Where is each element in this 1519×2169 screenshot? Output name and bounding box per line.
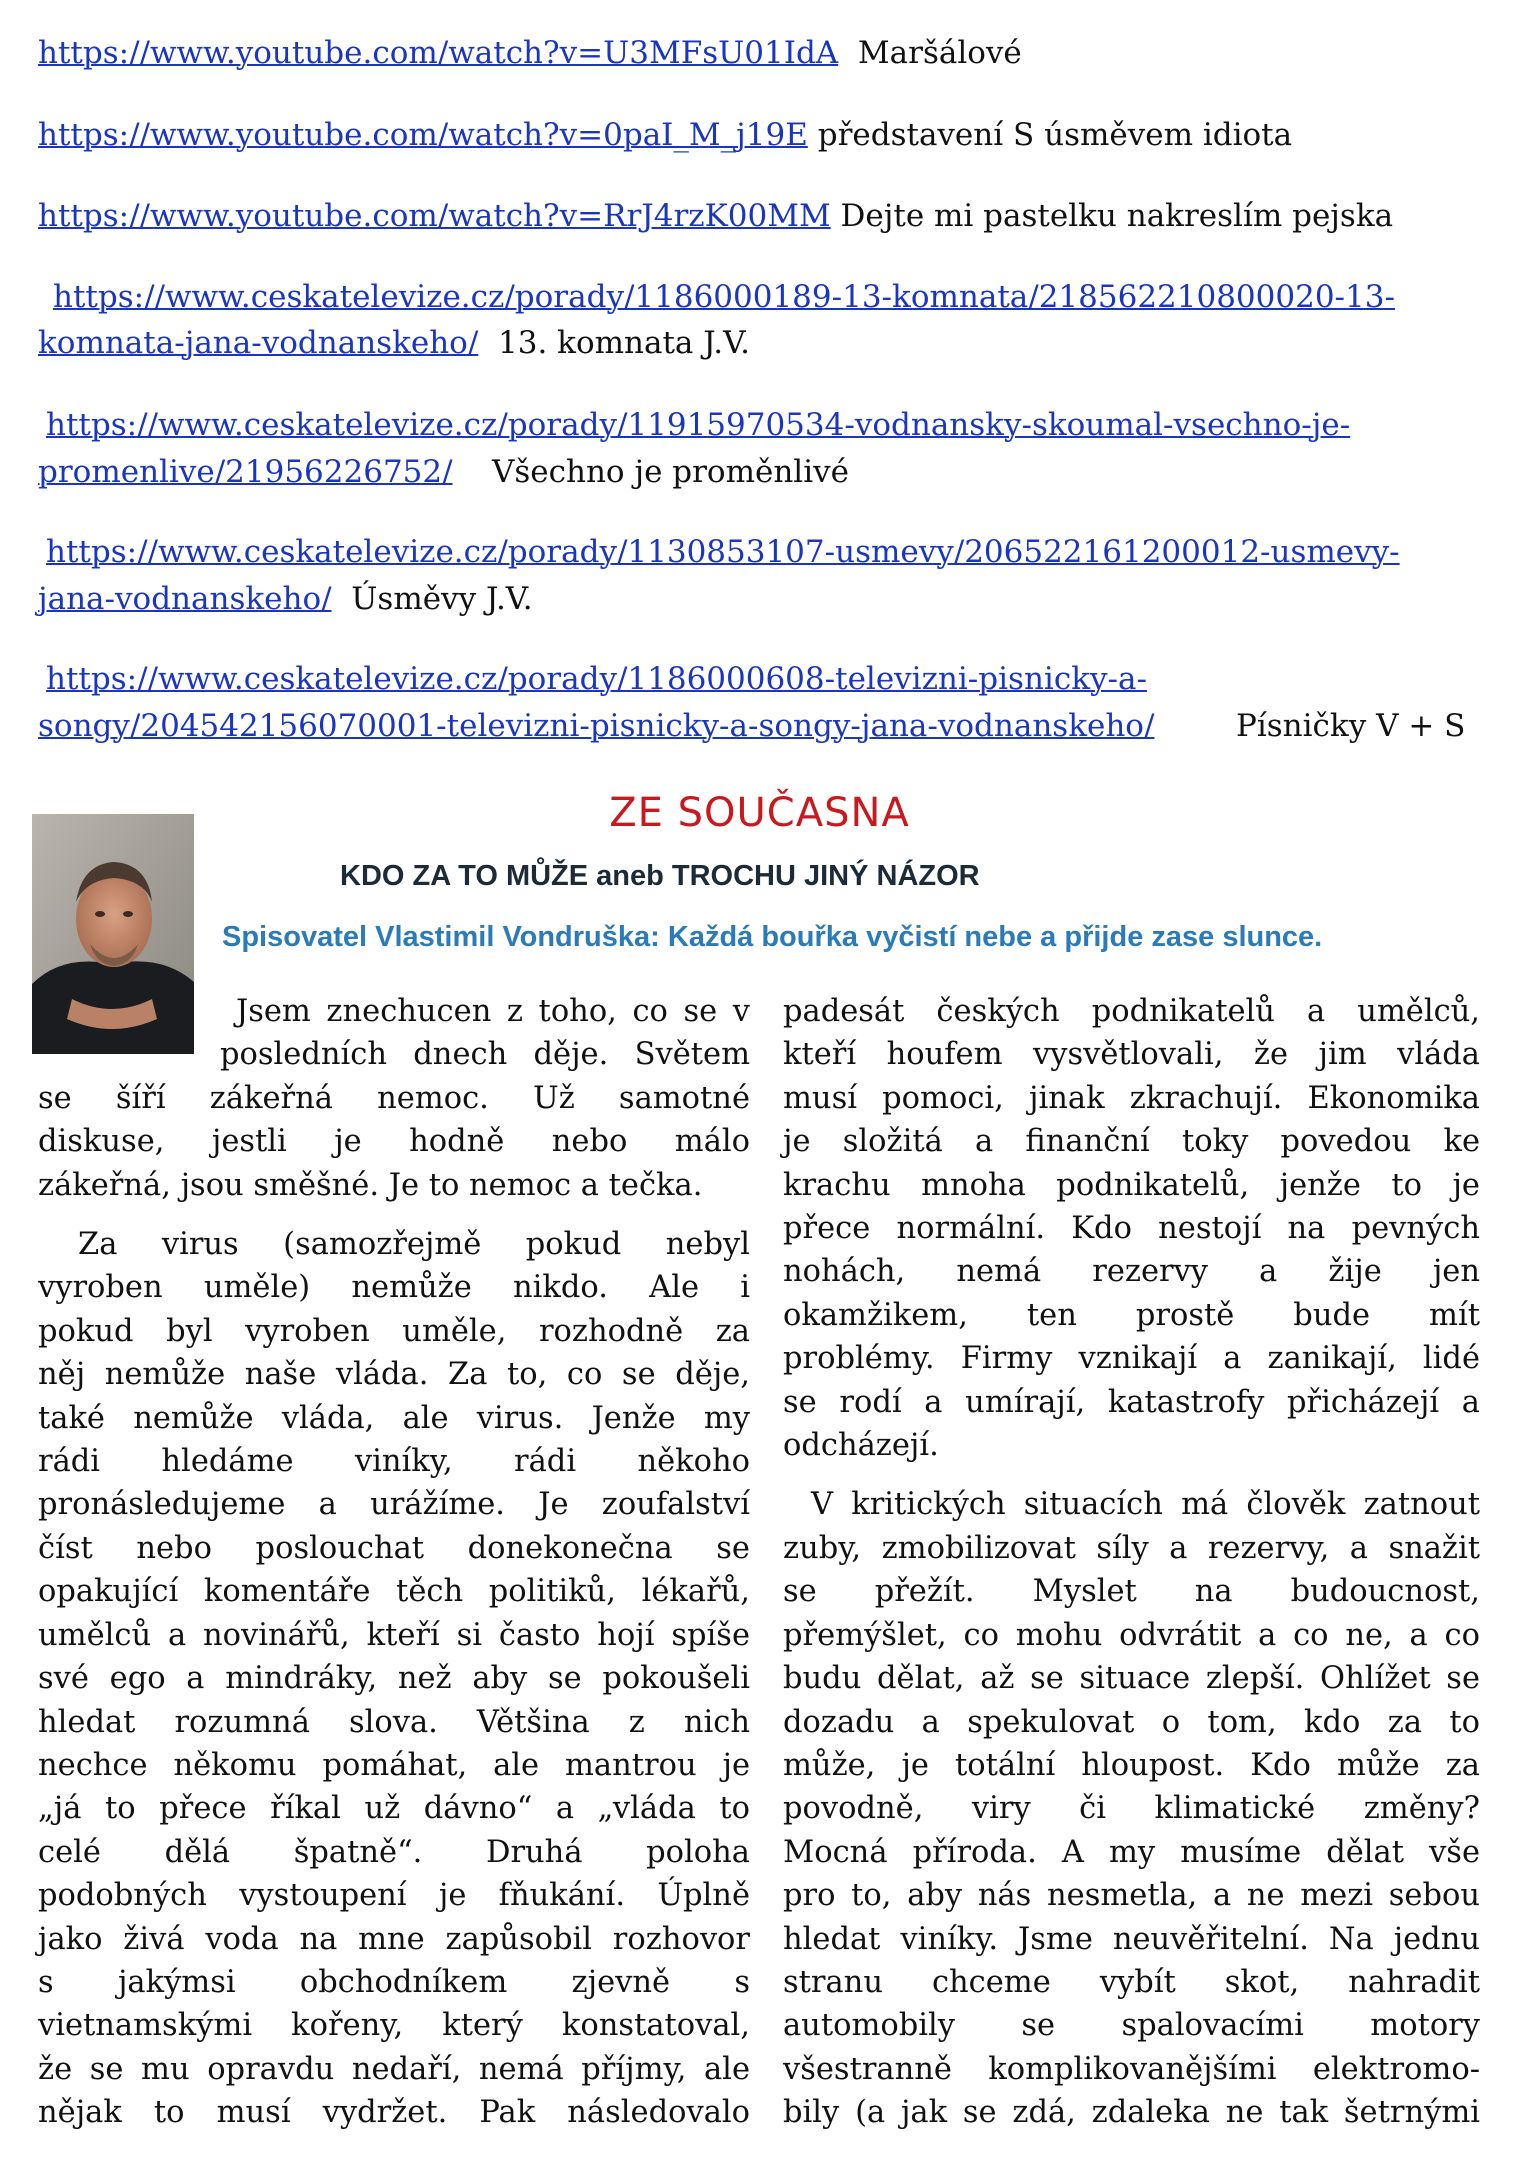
link-title-4: 13. komnata J.V. <box>498 325 750 361</box>
article-line: bily (a jak se zdá, zdaleka ne tak šetrnými <box>783 2095 1480 2131</box>
article-line: V kritických situacích má člověk zatnout <box>811 1487 1480 1523</box>
youtube-link-1[interactable]: https://www.youtube.com/watch?v=U3MFsU01IdA <box>38 35 839 71</box>
ct-link-6[interactable]: https://www.ceskatelevize.cz/porady/1130853107-usmevy/206522161200012-usmevy- <box>46 534 1400 570</box>
article-line: Za virus (samozřejmě pokud nebyl <box>78 1227 750 1263</box>
section-title: ZE SOUČASNA <box>609 790 910 836</box>
link-title-1: Maršálové <box>857 35 1022 71</box>
ct-link-4-line2 <box>38 318 750 368</box>
article-line: automobily se spalovacími motory <box>783 2008 1480 2044</box>
article-line: číst nebo poslouchat donekonečna se <box>38 1530 750 1566</box>
ct-link-7-line2 <box>38 701 1154 751</box>
article-line: Jsem znechucen z toho, co se v <box>236 994 750 1029</box>
article-line: se přežít. Myslet na budoucnost, <box>783 1574 1480 1610</box>
link-row-2 <box>38 110 1292 160</box>
article-line: jako živá voda na mne zapůsobil rozhovor <box>38 1921 750 1957</box>
article-line: podobných vystoupení je fňukání. Úplně <box>38 1878 750 1914</box>
ct-link-5-line2 <box>38 447 849 497</box>
ct-link-5[interactable]: https://www.ceskatelevize.cz/porady/11915970534-vodnansky-skoumal-vsechno-je- <box>46 407 1351 443</box>
youtube-link-2[interactable]: https://www.youtube.com/watch?v=0paI_M_j19E <box>38 117 808 153</box>
article-line: s jakýmsi obchodníkem zjevně s <box>38 1964 750 2000</box>
right-paragraph-2 <box>783 1483 1480 2134</box>
article-line: nechce někomu pomáhat, ale mantrou je <box>38 1747 750 1783</box>
ct-link-4[interactable]: https://www.ceskatelevize.cz/porady/1186000189-13-komnata/218562210800020-13- <box>53 279 1395 315</box>
article-line: stranu chceme vybít skot, nahradit <box>783 1964 1480 2000</box>
ct-link-5-line1 <box>46 400 1350 450</box>
left-paragraph-1 <box>38 990 750 1207</box>
article-line: dozadu a spekulovat o tom, kdo za to <box>783 1704 1480 1740</box>
article-line: přece normální. Kdo nestojí na pevných <box>783 1211 1480 1247</box>
article-line: vyroben uměle) nemůže nikdo. Ale i <box>38 1270 750 1306</box>
link-title-3: Dejte mi pastelku nakreslím pejska <box>840 198 1394 234</box>
article-line: odcházejí. <box>783 1428 939 1464</box>
left-paragraph-2 <box>38 1223 750 2135</box>
article-line: může, je totální hloupost. Kdo může za <box>783 1747 1480 1783</box>
article-line: povodně, viry či klimatické změny? <box>783 1791 1480 1827</box>
article-line: budu dělat, až se situace zlepší. Ohlížet se <box>783 1661 1480 1697</box>
ct-link-4-line1 <box>53 272 1395 322</box>
article-line: Mocná příroda. A my musíme dělat vše <box>783 1834 1480 1870</box>
article-line: pokud byl vyroben uměle, rozhodně za <box>38 1313 750 1349</box>
link-title-2: představení S úsměvem idiota <box>817 117 1293 153</box>
article-line: nějak to musí vydržet. Pak následovalo <box>38 2095 750 2131</box>
article-line: opakující komentáře těch politiků, lékařů, <box>38 1574 750 1610</box>
ct-link-4-cont[interactable]: komnata-jana-vodnanskeho/ <box>38 325 479 361</box>
article-line: zákeřná, jsou směšné. Je to nemoc a tečka. <box>38 1167 703 1203</box>
right-paragraph-1 <box>783 990 1480 1467</box>
article-line: se šíří zákeřná nemoc. Už samotné <box>38 1080 750 1116</box>
article-line: okamžikem, ten prostě bude mít <box>783 1297 1480 1333</box>
article-column-left <box>38 990 750 2135</box>
article-line: hledat rozumná slova. Většina z nich <box>38 1704 750 1740</box>
article-line: kteří houfem vysvětlovali, že jim vláda <box>783 1037 1480 1073</box>
article-column-right <box>783 990 1480 2135</box>
article-line: také nemůže vláda, ale virus. Jenže my <box>38 1400 750 1436</box>
article-line: celé dělá špatně“. Druhá poloha <box>38 1834 750 1870</box>
article-line: krachu mnoha podnikatelů, jenže to je <box>783 1167 1480 1203</box>
link-title-7-wrap <box>1236 701 1465 751</box>
article-line: své ego a mindráky, než aby se pokoušeli <box>38 1661 750 1697</box>
article-line: „já to přece říkal už dávno“ a „vláda to <box>38 1791 750 1827</box>
link-row-1 <box>38 28 1022 78</box>
link-title-5: Všechno je proměnlivé <box>492 454 849 490</box>
article-subhead: Spisovatel Vlastimil Vondruška: Každá bouřka vyčistí nebe a přijde zase slunce. <box>222 921 1323 953</box>
article-line: všestranně komplikovanějšími elektromo- <box>783 2051 1480 2087</box>
ct-link-5-cont[interactable]: promenlive/21956226752/ <box>38 454 453 490</box>
article-line: že se mu opravdu nedaří, nemá příjmy, ale <box>38 2051 750 2087</box>
ct-link-7-line1 <box>46 654 1147 704</box>
article-line: pronásledujeme a urážíme. Je zoufalství <box>38 1487 750 1523</box>
article-line: nohách, nemá rezervy a žije jen <box>783 1254 1480 1290</box>
article-line: něj nemůže naše vláda. Za to, co se děje, <box>38 1357 750 1393</box>
article-line: hledat viníky. Jsme neuvěřitelní. Na jednu <box>783 1921 1480 1957</box>
ct-link-7[interactable]: https://www.ceskatelevize.cz/porady/1186000608-televizni-pisnicky-a- <box>46 661 1147 697</box>
link-title-7: Písničky V + S <box>1236 708 1466 744</box>
ct-link-6-cont[interactable]: jana-vodnanskeho/ <box>38 581 332 617</box>
article-line: problémy. Firmy vznikají a zanikají, lidé <box>783 1341 1480 1377</box>
article-line: je složitá a finanční toky povedou ke <box>783 1124 1480 1160</box>
article-line: rádi hledáme viníky, rádi někoho <box>38 1444 750 1480</box>
article-line: diskuse, jestli je hodně nebo málo <box>38 1124 750 1160</box>
ct-link-6-line2 <box>38 574 533 624</box>
article-line: zuby, zmobilizovat síly a rezervy, a snažit <box>783 1530 1480 1566</box>
link-row-3 <box>38 191 1393 241</box>
article-line: vietnamskými kořeny, který konstatoval, <box>38 2008 750 2044</box>
article-line: posledních dnech děje. Světem <box>220 1037 750 1073</box>
link-title-6: Úsměvy J.V. <box>351 581 533 617</box>
article-line: přemýšlet, co mohu odvrátit a co ne, a co <box>783 1617 1480 1653</box>
article-line: padesát českých podnikatelů a umělců, <box>783 994 1480 1029</box>
ct-link-6-line1 <box>46 527 1400 577</box>
ct-link-7-cont[interactable]: songy/204542156070001-televizni-pisnicky-a-songy-jana-vodnanskeho/ <box>38 708 1155 744</box>
article-line: se rodí a umírají, katastrofy přicházejí a <box>783 1384 1480 1420</box>
article-line: pro to, aby nás nesmetla, a ne mezi sebou <box>783 1878 1480 1914</box>
article-line: musí pomoci, jinak zkrachují. Ekonomika <box>783 1080 1480 1116</box>
article-line: umělců a novinářů, kteří si často hojí spíše <box>38 1617 750 1653</box>
youtube-link-3[interactable]: https://www.youtube.com/watch?v=RrJ4rzK00MM <box>38 198 831 234</box>
article-headline: KDO ZA TO MŮŽE aneb TROCHU JINÝ NÁZOR <box>340 860 980 892</box>
